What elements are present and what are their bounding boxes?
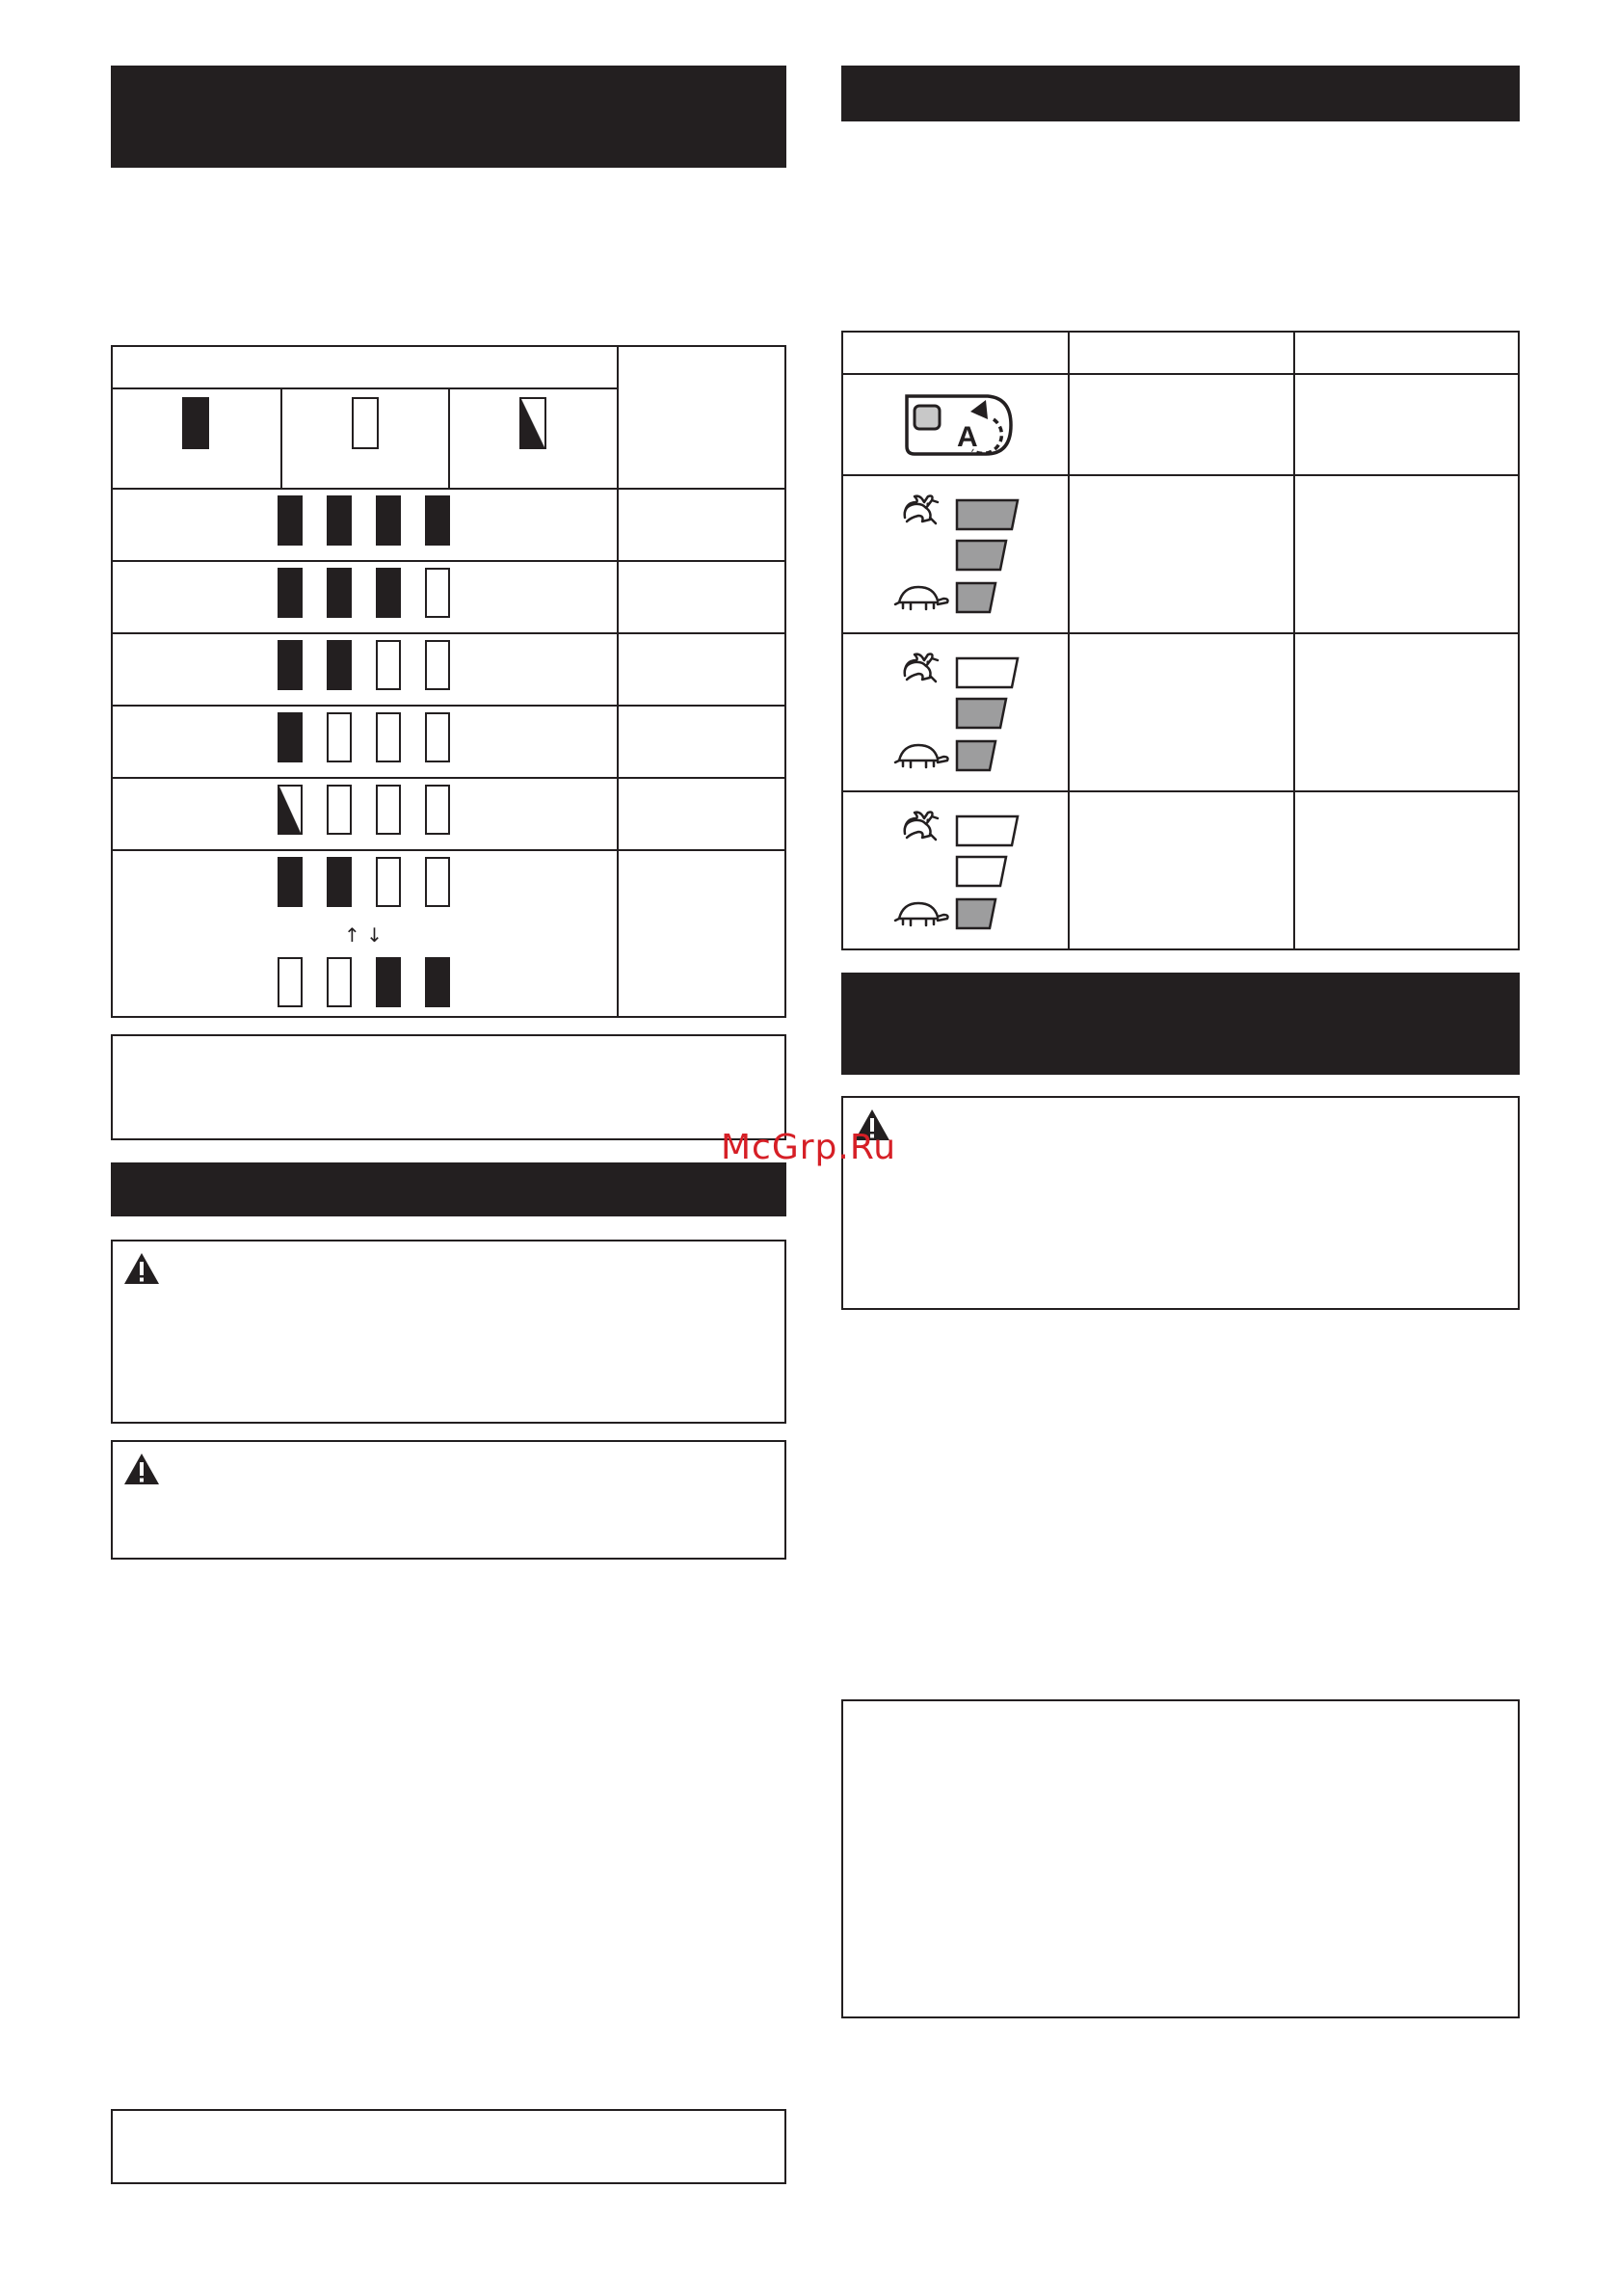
turtle-icon bbox=[895, 587, 948, 609]
section-header-bar-1 bbox=[111, 66, 786, 168]
battery-segment-3-3 bbox=[376, 640, 401, 690]
note-box-1 bbox=[111, 1034, 786, 1140]
speed-row-graphic-3 bbox=[843, 791, 1065, 949]
battery-segment-4-1 bbox=[278, 712, 303, 762]
battery-segment-3-2 bbox=[327, 640, 352, 690]
auto-mode-icon bbox=[901, 390, 1017, 460]
rabbit-icon bbox=[905, 813, 938, 841]
battery-segment-6-4 bbox=[425, 857, 450, 907]
battery-segment-5-4 bbox=[425, 785, 450, 835]
warning-box-3 bbox=[841, 1096, 1520, 1310]
battery-segment-1-1 bbox=[278, 495, 303, 546]
note-box-2 bbox=[111, 2109, 786, 2184]
speed-level-3-3 bbox=[957, 899, 995, 928]
battery-segment-2-1 bbox=[278, 568, 303, 618]
battery-segment-5-2 bbox=[327, 785, 352, 835]
battery-segment-3-1 bbox=[278, 640, 303, 690]
note-box-3 bbox=[841, 1699, 1520, 2018]
battery-segment-4-2 bbox=[327, 712, 352, 762]
legend-off-symbol bbox=[352, 397, 379, 449]
watermark: McGrp.Ru bbox=[721, 1128, 897, 1167]
battery-segment-6-alt-1 bbox=[278, 957, 303, 1007]
speed-level-1-2 bbox=[957, 541, 1006, 570]
battery-segment-3-4 bbox=[425, 640, 450, 690]
battery-segment-1-4 bbox=[425, 495, 450, 546]
battery-indicator-table bbox=[111, 345, 786, 1018]
turtle-icon bbox=[895, 903, 948, 925]
alternating-arrows: ↑ ↓ bbox=[344, 923, 383, 947]
speed-row-graphic-2 bbox=[843, 633, 1065, 791]
battery-segment-1-2 bbox=[327, 495, 352, 546]
battery-segment-1-3 bbox=[376, 495, 401, 546]
battery-segment-2-2 bbox=[327, 568, 352, 618]
speed-level-3-2 bbox=[957, 857, 1006, 886]
speed-level-2-1 bbox=[957, 658, 1018, 687]
section-header-bar-2 bbox=[111, 1162, 786, 1216]
legend-lit-symbol bbox=[182, 397, 209, 449]
rabbit-icon bbox=[905, 654, 938, 682]
battery-segment-5-1 bbox=[278, 785, 303, 835]
speed-row-graphic-1 bbox=[843, 475, 1065, 633]
battery-segment-2-4 bbox=[425, 568, 450, 618]
warning-box-2 bbox=[111, 1440, 786, 1560]
battery-segment-6-alt-3 bbox=[376, 957, 401, 1007]
warning-icon bbox=[122, 1251, 161, 1286]
speed-level-1-1 bbox=[957, 500, 1018, 529]
battery-segment-6-2 bbox=[327, 857, 352, 907]
battery-segment-6-alt-2 bbox=[327, 957, 352, 1007]
speed-level-2-3 bbox=[957, 741, 995, 770]
battery-segment-6-1 bbox=[278, 857, 303, 907]
section-header-bar-3 bbox=[841, 66, 1520, 121]
legend-blinking-symbol bbox=[519, 397, 546, 449]
battery-segment-6-alt-4 bbox=[425, 957, 450, 1007]
battery-segment-4-3 bbox=[376, 712, 401, 762]
speed-level-3-1 bbox=[957, 816, 1018, 845]
svg-text:A: A bbox=[957, 421, 978, 453]
speed-level-1-3 bbox=[957, 583, 995, 612]
battery-segment-5-3 bbox=[376, 785, 401, 835]
warning-box-1 bbox=[111, 1240, 786, 1424]
section-header-bar-4 bbox=[841, 973, 1520, 1075]
battery-segment-2-3 bbox=[376, 568, 401, 618]
speed-mode-table bbox=[841, 331, 1520, 950]
battery-segment-4-4 bbox=[425, 712, 450, 762]
warning-icon bbox=[122, 1452, 161, 1486]
battery-segment-6-3 bbox=[376, 857, 401, 907]
speed-level-2-2 bbox=[957, 699, 1006, 728]
turtle-icon bbox=[895, 745, 948, 767]
rabbit-icon bbox=[905, 496, 938, 524]
